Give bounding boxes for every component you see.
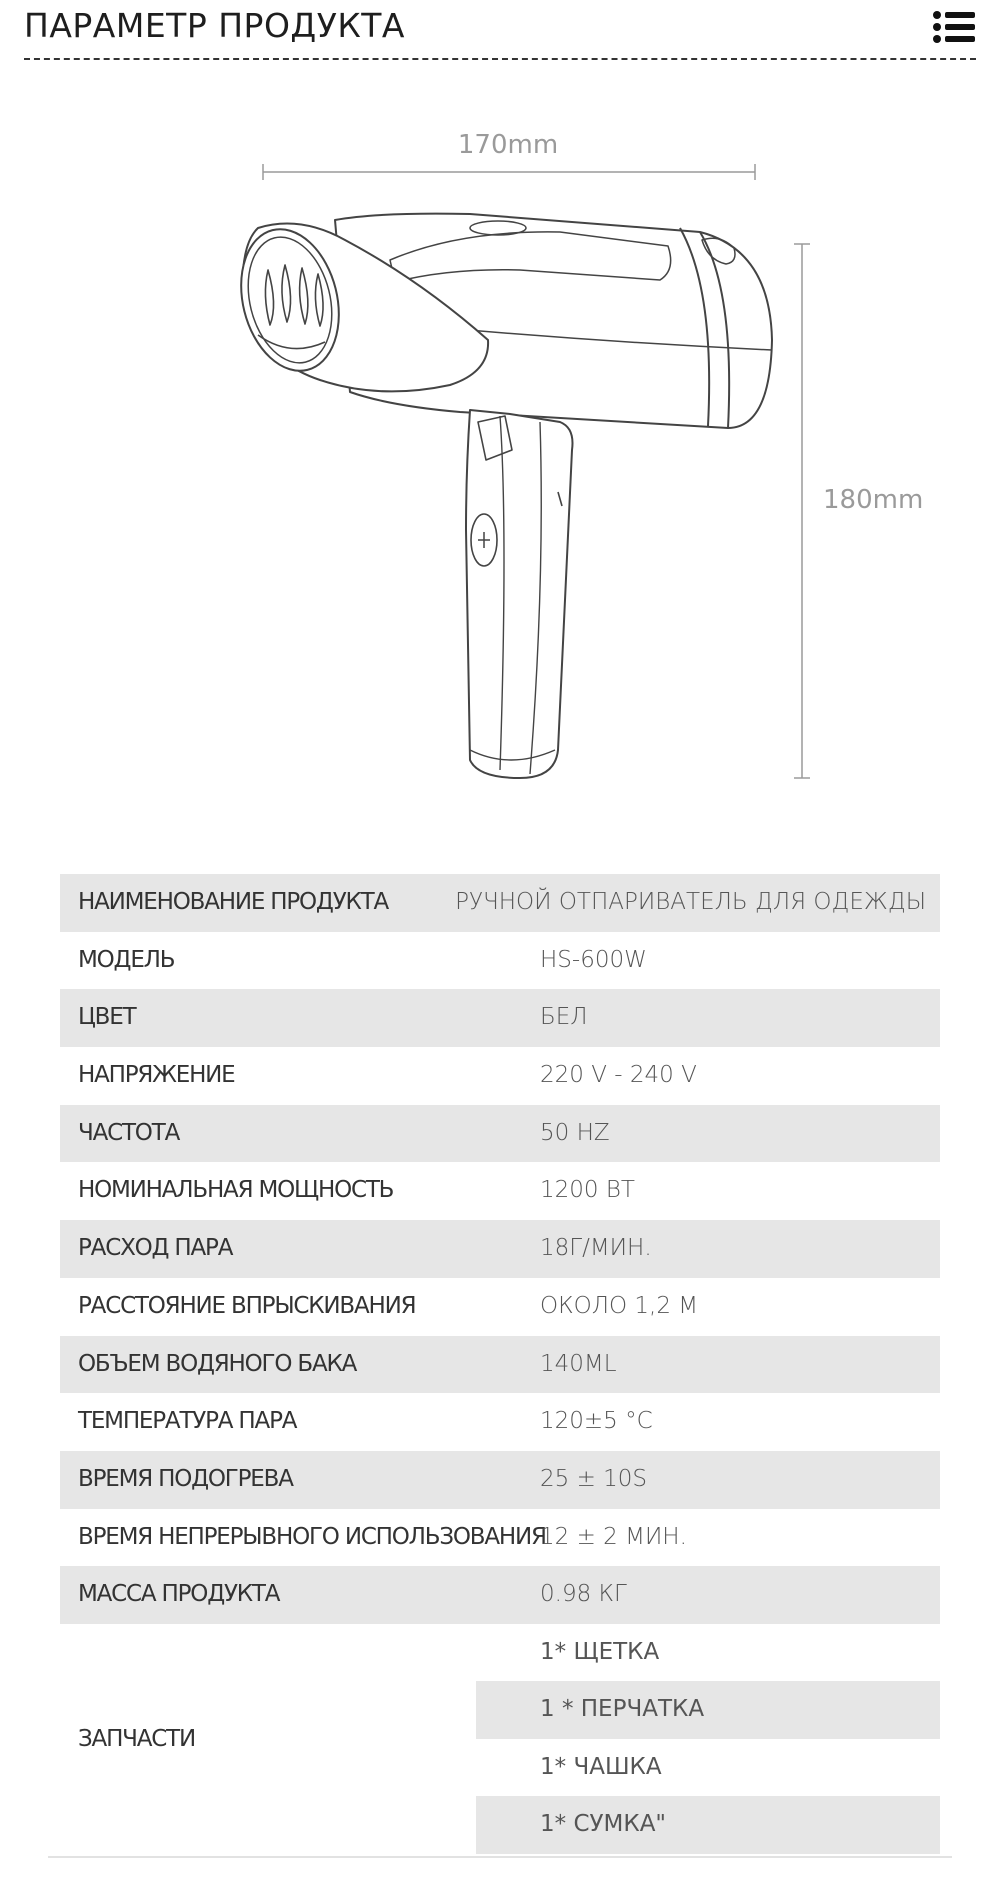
part-item: 1 * ПЕРЧАТКА — [476, 1681, 940, 1739]
spec-row — [60, 989, 940, 1047]
spec-value: РУЧНОЙ ОТПАРИВАТЕЛЬ ДЛЯ ОДЕЖДЫ — [455, 889, 926, 915]
spec-label: РАСХОД ПАРА — [78, 1235, 233, 1262]
spec-label: ТЕМПЕРАТУРА ПАРА — [78, 1408, 297, 1435]
spec-label: ВРЕМЯ ПОДОГРЕВА — [78, 1465, 293, 1492]
spec-value: 50 HZ — [540, 1119, 610, 1146]
spec-value: 120±5 °C — [540, 1408, 653, 1435]
spec-value: 18Г/МИН. — [540, 1235, 652, 1262]
spec-value: 25 ± 10S — [540, 1465, 648, 1492]
spec-row — [60, 1220, 940, 1278]
spec-label: РАССТОЯНИЕ ВПРЫСКИВАНИЯ — [78, 1292, 416, 1319]
spec-label: НАПРЯЖЕНИЕ — [78, 1062, 235, 1089]
spec-row — [60, 1393, 940, 1451]
spec-row — [60, 1278, 940, 1336]
spec-value: 220 V - 240 V — [540, 1062, 697, 1089]
height-label: 180mm — [823, 485, 924, 515]
width-dimension — [263, 130, 755, 180]
spec-row — [60, 1162, 940, 1220]
spec-row — [60, 1105, 940, 1163]
page-header — [24, 0, 976, 60]
parts-row — [60, 1624, 940, 1854]
part-item: 1* СУМКА" — [476, 1796, 940, 1854]
spec-label: ЧАСТОТА — [78, 1119, 180, 1146]
spec-row — [60, 1336, 940, 1394]
parts-list — [476, 1624, 940, 1854]
spec-label: ВРЕМЯ НЕПРЕРЫВНОГО ИСПОЛЬЗОВАНИЯ — [78, 1523, 546, 1550]
spec-value: ОКОЛО 1,2 М — [540, 1292, 699, 1319]
handheld-steamer-drawing — [227, 214, 772, 778]
spec-value: БЕЛ — [540, 1004, 588, 1031]
spec-value: 0.98 КГ — [540, 1581, 627, 1608]
spec-label: НОМИНАЛЬНАЯ МОЩНОСТЬ — [78, 1177, 394, 1204]
part-item: 1* ЧАШКА — [540, 1753, 662, 1780]
spec-label: ЦВЕТ — [78, 1004, 136, 1031]
product-figure — [0, 110, 1000, 810]
specs-table — [60, 874, 940, 1854]
spec-label: ОБЪЕМ ВОДЯНОГО БАКА — [78, 1350, 357, 1377]
spec-value: HS-600W — [540, 946, 647, 973]
width-label: 170mm — [457, 130, 559, 160]
height-dimension — [794, 244, 923, 778]
spec-row — [60, 1509, 940, 1567]
spec-label: МАССА ПРОДУКТА — [78, 1581, 280, 1608]
spec-row — [60, 1566, 940, 1624]
spec-row — [60, 1451, 940, 1509]
page-title: ПАРАМЕТР ПРОДУКТА — [24, 6, 405, 45]
bottom-divider — [48, 1856, 952, 1858]
spec-row — [60, 1047, 940, 1105]
list-menu-icon[interactable] — [932, 10, 976, 44]
parts-label: ЗАПЧАСТИ — [78, 1725, 195, 1752]
spec-row — [60, 932, 940, 990]
spec-label: МОДЕЛЬ — [78, 946, 175, 973]
spec-value: 1200 ВТ — [540, 1177, 635, 1204]
part-item: 1* ЩЕТКА — [540, 1638, 660, 1665]
spec-label: НАИМЕНОВАНИЕ ПРОДУКТА — [78, 889, 389, 915]
spec-row — [60, 874, 940, 932]
spec-value: 12 ± 2 МИН. — [540, 1523, 687, 1550]
spec-value: 140ML — [540, 1350, 617, 1377]
